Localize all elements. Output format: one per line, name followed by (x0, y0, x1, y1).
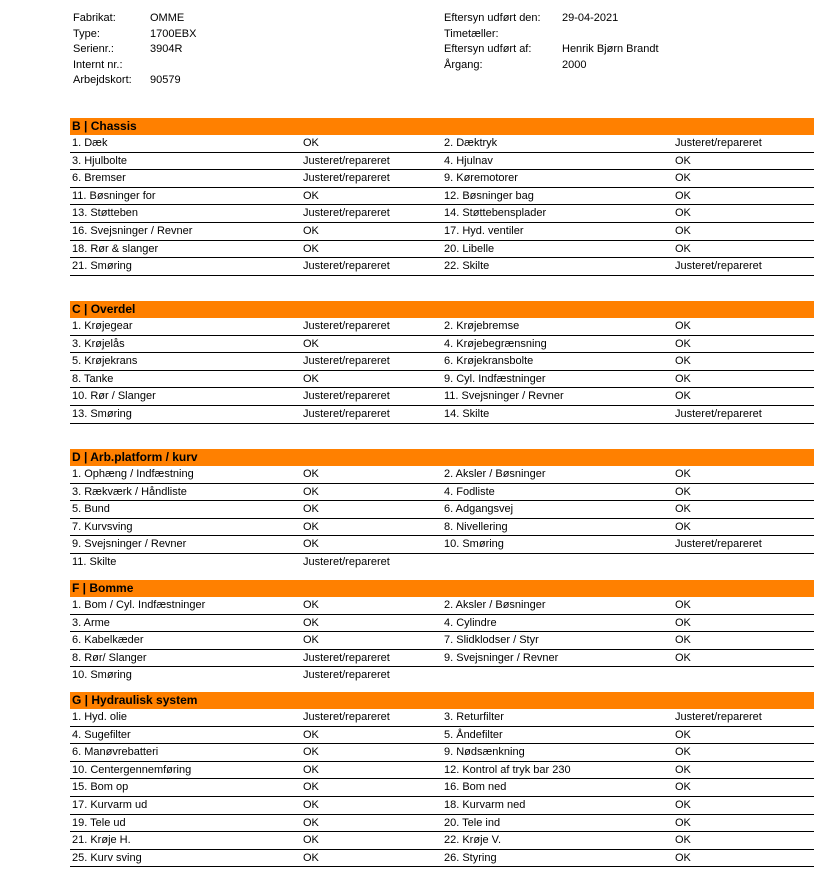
item-label: 7. Slidklodser / Styr (444, 634, 539, 647)
item-label: 6. Adgangsvej (444, 503, 514, 516)
item-status: OK (675, 851, 691, 864)
item-label: 2. Aksler / Bøsninger (444, 599, 546, 611)
item-label: 10. Smøring (72, 669, 132, 682)
item-label: 21. Krøje H. (72, 834, 131, 847)
checklist-row (70, 170, 814, 188)
item-status: OK (303, 224, 319, 237)
item-label: 11. Svejsninger / Revner (444, 390, 564, 403)
item-label: 4. Cylindre (444, 616, 497, 629)
item-label: 13. Støtteben (72, 207, 139, 220)
info-value: OMME (150, 12, 185, 24)
checklist-row (70, 153, 814, 171)
item-status: Justeret/repareret (303, 669, 390, 682)
item-status (673, 554, 814, 572)
item-status: OK (303, 485, 319, 498)
item-label: 12. Bøsninger bag (444, 189, 534, 202)
section-header: G | Hydraulisk system (70, 692, 814, 709)
item-label: 21. Smøring (72, 260, 132, 273)
item-label: 2. Dæktryk (444, 137, 498, 149)
item-status (673, 667, 814, 685)
item-label: 9. Køremotorer (444, 172, 518, 185)
item-status: OK (675, 468, 691, 480)
info-label: Timetæller: (444, 27, 499, 40)
info-value: Henrik Bjørn Brandt (562, 43, 659, 55)
item-status: OK (675, 224, 691, 237)
checklist-row (70, 815, 814, 833)
info-row-fabrikat (73, 11, 196, 27)
info-label: Serienr.: (73, 43, 114, 55)
item-label: 10. Rør / Slanger (72, 390, 156, 403)
item-status: OK (675, 172, 691, 185)
item-status: OK (675, 320, 691, 332)
item-status: Justeret/repareret (303, 207, 390, 220)
item-label: 4. Sugefilter (72, 728, 131, 741)
item-label: 8. Tanke (72, 372, 114, 385)
item-status: Justeret/repareret (675, 407, 762, 420)
item-label (442, 667, 673, 685)
checklist-row (70, 850, 814, 868)
info-label: Type: (73, 27, 100, 40)
item-status: OK (303, 781, 319, 794)
item-status: OK (675, 634, 691, 647)
item-status: OK (675, 189, 691, 202)
checklist-row (70, 501, 814, 519)
item-status: Justeret/repareret (675, 538, 762, 551)
section-bomme (70, 580, 814, 685)
item-status: OK (303, 242, 319, 255)
item-label: 12. Kontrol af tryk bar 230 (444, 763, 571, 776)
item-label: 6. Bremser (72, 172, 126, 185)
item-status: OK (675, 746, 691, 759)
item-label (442, 554, 673, 572)
checklist-row (70, 135, 814, 153)
info-value: 3904R (150, 43, 183, 55)
item-label: 10. Centergennemføring (72, 763, 192, 776)
checklist-row (70, 632, 814, 650)
item-status: OK (303, 851, 319, 864)
item-label: 11. Bøsninger for (72, 189, 156, 202)
item-label: 1. Ophæng / Indfæstning (72, 468, 194, 480)
item-status: OK (675, 337, 691, 350)
checklist-row (70, 406, 814, 424)
checklist-row (70, 832, 814, 850)
item-status: OK (675, 207, 691, 220)
item-label: 3. Rækværk / Håndliste (72, 485, 187, 498)
item-status: OK (675, 242, 691, 255)
item-label: 8. Rør/ Slanger (72, 651, 147, 664)
checklist-row (70, 519, 814, 537)
section-header: C | Overdel (70, 301, 814, 318)
item-status: OK (675, 834, 691, 847)
checklist-row (70, 188, 814, 206)
item-label: 22. Skilte (444, 260, 490, 273)
section-header: F | Bomme (70, 580, 814, 597)
checklist-row (70, 223, 814, 241)
checklist-row (70, 388, 814, 406)
checklist-row (70, 205, 814, 223)
item-label: 2. Aksler / Bøsninger (444, 468, 546, 480)
item-status: OK (675, 372, 691, 385)
item-status: OK (303, 520, 319, 533)
item-status: Justeret/repareret (675, 711, 762, 723)
info-value: 1700EBX (150, 27, 197, 40)
item-label: 18. Kurvarm ned (444, 798, 526, 811)
info-label: Internt nr.: (73, 58, 123, 71)
section-arb-platform (70, 449, 814, 572)
section-header: D | Arb.platform / kurv (70, 449, 814, 466)
checklist-row (70, 536, 814, 554)
info-label: Eftersyn udført af: (444, 43, 532, 55)
item-status: OK (303, 816, 319, 829)
item-label: 9. Svejsninger / Revner (72, 538, 187, 551)
checklist-row (70, 597, 814, 615)
item-label: 20. Tele ind (444, 816, 501, 829)
item-label: 14. Støttebensplader (444, 207, 547, 220)
section-hydraulisk (70, 692, 814, 867)
item-status: OK (303, 137, 319, 149)
item-label: 11. Skilte (72, 555, 117, 568)
section-chassis (70, 118, 814, 276)
item-label: 22. Krøje V. (444, 834, 502, 847)
item-status: OK (303, 728, 319, 741)
item-label: 3. Arme (72, 616, 110, 629)
inspection-info (444, 11, 659, 73)
item-label: 14. Skilte (444, 407, 490, 420)
item-status: OK (303, 189, 319, 202)
item-status: Justeret/repareret (303, 651, 390, 664)
info-row-type (73, 27, 196, 43)
item-status: OK (303, 599, 319, 611)
item-label: 3. Returfilter (444, 711, 504, 723)
item-status: OK (675, 763, 691, 776)
info-value: 2000 (562, 58, 587, 71)
item-label: 4. Krøjebegrænsning (444, 337, 547, 350)
info-row-argang (444, 58, 659, 74)
item-label: 1. Dæk (72, 137, 108, 149)
item-label: 13. Smøring (72, 407, 132, 420)
item-status: OK (303, 372, 319, 385)
info-row-internt-nr (73, 58, 196, 74)
item-label: 10. Smøring (444, 538, 504, 551)
item-label: 4. Hjulnav (444, 154, 493, 167)
item-status: OK (675, 503, 691, 516)
item-label: 19. Tele ud (72, 816, 126, 829)
item-label: 1. Krøjegear (72, 320, 133, 332)
item-status: OK (675, 781, 691, 794)
info-label: Arbejdskort: (73, 74, 132, 86)
item-status: OK (303, 503, 319, 516)
section-header: B | Chassis (70, 118, 814, 135)
item-status: OK (675, 355, 691, 368)
item-status: Justeret/repareret (303, 407, 390, 420)
item-status: OK (675, 154, 691, 167)
item-label: 9. Nødsænkning (444, 746, 525, 759)
checklist-row (70, 797, 814, 815)
item-label: 15. Bom op (72, 781, 129, 794)
info-row-timetaeller (444, 27, 659, 43)
item-status: Justeret/repareret (303, 390, 390, 403)
info-row-arbejdskort (73, 73, 196, 89)
checklist-row (70, 744, 814, 762)
info-row-eftersyn-af (444, 42, 659, 58)
checklist-row (70, 371, 814, 389)
item-status: OK (675, 816, 691, 829)
checklist-row (70, 484, 814, 502)
item-label: 1. Hyd. olie (72, 711, 128, 723)
checklist-row (70, 727, 814, 745)
item-status: Justeret/repareret (675, 260, 762, 273)
checklist-row (70, 353, 814, 371)
checklist-row (70, 318, 814, 336)
checklist-row (70, 336, 814, 354)
info-value: 90579 (150, 74, 181, 86)
checklist-row (70, 554, 814, 572)
item-status: OK (675, 651, 691, 664)
item-label: 6. Kabelkæder (72, 634, 144, 647)
equipment-info (73, 11, 196, 89)
info-label: Fabrikat: (73, 12, 116, 24)
item-status: OK (303, 834, 319, 847)
info-value: 29-04-2021 (562, 12, 619, 24)
item-label: 3. Hjulbolte (72, 154, 128, 167)
item-label: 26. Styring (444, 851, 497, 864)
item-status: OK (303, 763, 319, 776)
item-label: 6. Manøvrebatteri (72, 746, 159, 759)
item-label: 8. Nivellering (444, 520, 508, 533)
info-label: Eftersyn udført den: (444, 12, 541, 24)
item-label: 25. Kurv sving (72, 851, 142, 864)
item-label: 17. Hyd. ventiler (444, 224, 524, 237)
item-status: Justeret/repareret (303, 555, 390, 568)
checklist-row (70, 258, 814, 276)
item-status: Justeret/repareret (303, 355, 390, 368)
checklist-row (70, 615, 814, 633)
item-status: OK (303, 746, 319, 759)
checklist-row (70, 667, 814, 685)
item-label: 17. Kurvarm ud (72, 798, 148, 811)
item-status: OK (303, 798, 319, 811)
section-overdel (70, 301, 814, 424)
item-label: 9. Svejsninger / Revner (444, 651, 559, 664)
info-row-serienr (73, 42, 196, 58)
checklist-row (70, 466, 814, 484)
item-label: 5. Bund (72, 503, 110, 516)
item-status: OK (675, 485, 691, 498)
item-label: 2. Krøjebremse (444, 320, 520, 332)
item-status: OK (675, 520, 691, 533)
item-label: 9. Cyl. Indfæstninger (444, 372, 546, 385)
checklist-row (70, 709, 814, 727)
checklist-row (70, 779, 814, 797)
item-status: OK (303, 634, 319, 647)
info-label: Årgang: (444, 58, 483, 71)
item-status: Justeret/repareret (303, 154, 390, 167)
item-status: OK (303, 616, 319, 629)
item-status: OK (675, 616, 691, 629)
item-status: Justeret/repareret (303, 260, 390, 273)
item-label: 7. Kurvsving (72, 520, 133, 533)
item-status: OK (303, 468, 319, 480)
item-status: Justeret/repareret (303, 172, 390, 185)
item-status: OK (303, 337, 319, 350)
item-status: Justeret/repareret (675, 137, 762, 149)
item-label: 3. Krøjelås (72, 337, 125, 350)
item-label: 1. Bom / Cyl. Indfæstninger (72, 599, 206, 611)
item-status: OK (675, 798, 691, 811)
item-label: 16. Bom ned (444, 781, 507, 794)
item-label: 4. Fodliste (444, 485, 495, 498)
item-status: Justeret/repareret (303, 711, 390, 723)
item-label: 20. Libelle (444, 242, 495, 255)
item-status: Justeret/repareret (303, 320, 390, 332)
checklist-row (70, 241, 814, 259)
item-label: 18. Rør & slanger (72, 242, 159, 255)
item-label: 5. Krøjekrans (72, 355, 138, 368)
item-status: OK (675, 728, 691, 741)
info-row-eftersyn-dato (444, 11, 659, 27)
item-status: OK (675, 390, 691, 403)
item-status: OK (675, 599, 691, 611)
checklist-row (70, 762, 814, 780)
checklist-row (70, 650, 814, 668)
item-status: OK (303, 538, 319, 551)
item-label: 5. Åndefilter (444, 728, 503, 741)
item-label: 6. Krøjekransbolte (444, 355, 534, 368)
item-label: 16. Svejsninger / Revner (72, 224, 193, 237)
